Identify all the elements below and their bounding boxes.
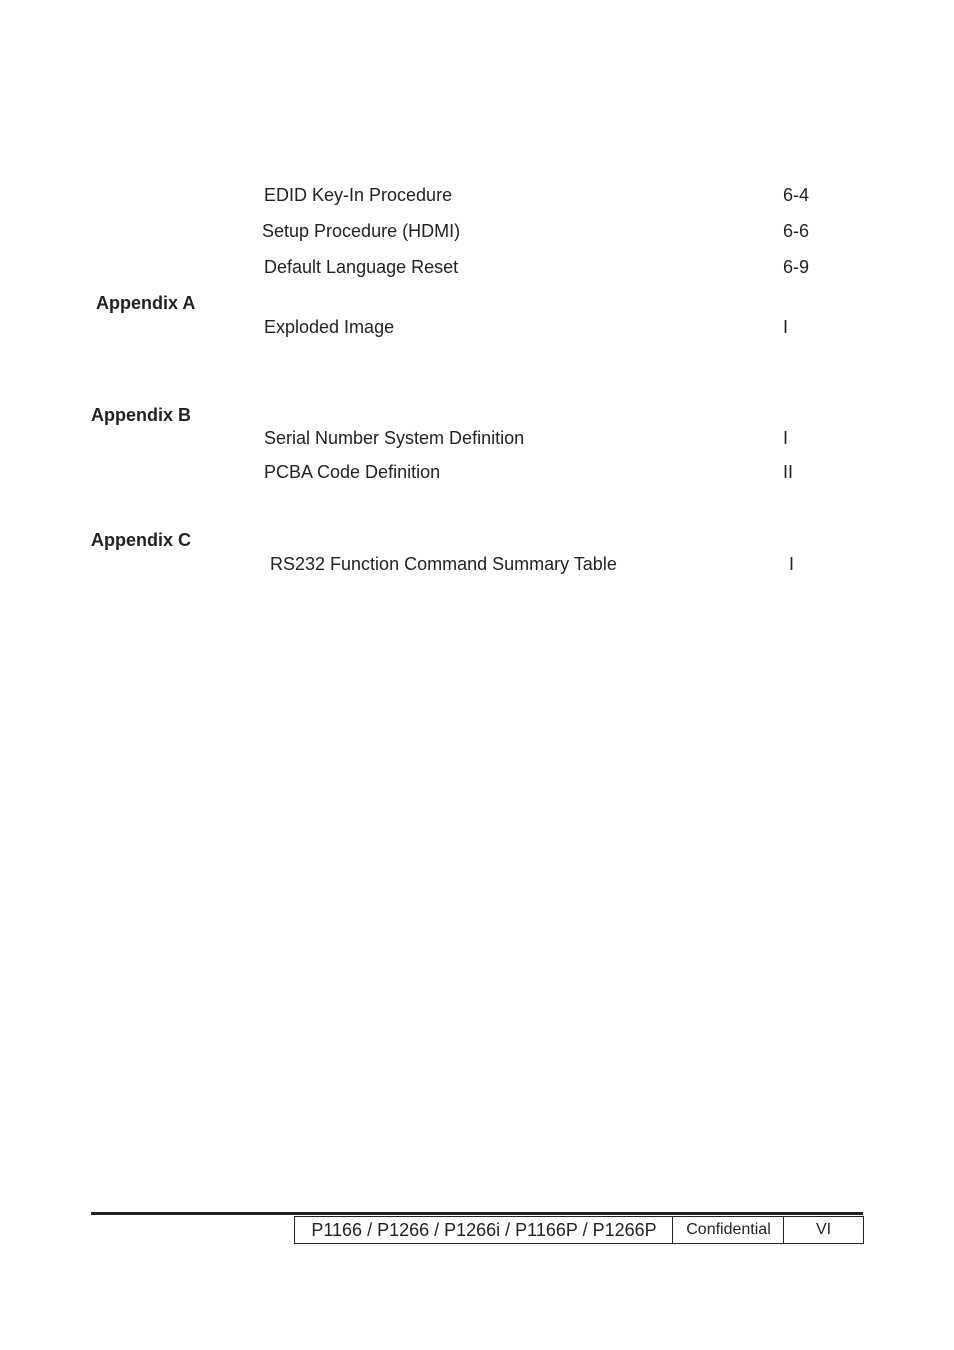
toc-entry-page: II — [783, 462, 794, 482]
toc-entry-page: I — [783, 317, 789, 337]
toc-entry-page: 6-9 — [783, 257, 810, 277]
toc-entry-title[interactable]: PCBA Code Definition — [264, 462, 441, 482]
toc-entry-page: I — [783, 428, 789, 448]
appendix-c-heading: Appendix C — [91, 530, 192, 550]
toc-entry-title[interactable]: RS232 Function Command Summary Table — [270, 554, 617, 574]
toc-entry-title[interactable]: Serial Number System Definition — [264, 428, 525, 448]
toc-entry-title[interactable]: Setup Procedure (HDMI) — [262, 221, 461, 241]
appendix-a-heading: Appendix A — [96, 293, 196, 313]
footer-model: P1166 / P1266 / P1266i / P1166P / P1266P — [294, 1216, 673, 1244]
toc-entry-page: I — [789, 554, 795, 574]
toc-entry-title[interactable]: EDID Key-In Procedure — [264, 185, 453, 205]
footer-rule — [91, 1212, 863, 1215]
toc-entry-page: 6-6 — [783, 221, 810, 241]
appendix-b-heading: Appendix B — [91, 405, 192, 425]
toc-entry-title[interactable]: Default Language Reset — [264, 257, 459, 277]
toc-entry-title[interactable]: Exploded Image — [264, 317, 395, 337]
footer-classification: Confidential — [672, 1216, 784, 1244]
toc-entry-page: 6-4 — [783, 185, 810, 205]
footer-page-number: VI — [783, 1216, 864, 1244]
